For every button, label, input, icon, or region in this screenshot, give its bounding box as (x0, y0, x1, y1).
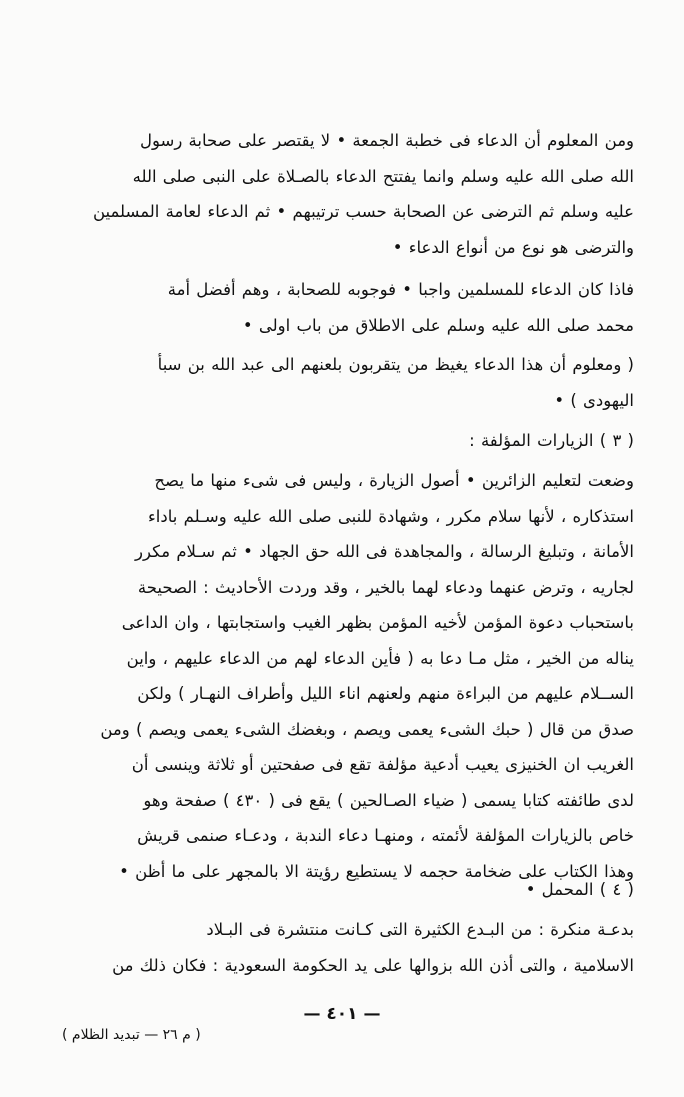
paragraph-dua-obligation (58, 272, 634, 343)
text-line: محمد صلى الله عليه وسلم على الاطلاق من باب اولى • (242, 315, 634, 335)
signature-mark: ( م ٢٦ — تبديد الظلام ) (62, 1027, 201, 1043)
text-line: عليه وسلم ثم الترضى عن الصحابة حسب ترتيبهم • ثم الدعاء لعامة المسلمين (92, 202, 634, 221)
text-line: ( ومعلوم أن هذا الدعاء يغيظ من يتقربون بلعنهم الى عبد الله بن سبأ (157, 355, 634, 374)
text-line: وهذا الكتاب على ضخامة حجمه لا يستطيع رؤيتة الا بالمجهر على ما أظن • (119, 861, 634, 881)
text-line: يناله من الخير ، مثل مـا دعا به ( فأين الدعاء لهم من الدعاء عليهم ، واين (126, 648, 634, 668)
text-line: الســلام عليهم من البراءة منهم ولعنهم اناء الليل وأطراف النهـار ) ولكن (137, 684, 634, 703)
paragraph-note (58, 347, 634, 418)
text-line: لدى طائفته كتابا يسمى ( ضياء الصـالحين ) يقع فى ( ٤٣٠ ) صفحة وهو (143, 790, 634, 810)
text-line: صدق من قال ( حبك الشىء يعمى ويصم ، وبغضك الشىء يعمى ويصم ) ومن (100, 719, 634, 739)
text-line: استذكاره ، لأنها سلام مكرر ، وشهادة للنبى صلى الله عليه وسـلم باداء (148, 506, 634, 526)
text-line: الاسلامية ، والتى أذن الله بزوالها على يد الحكومة السعودية : فكان ذلك من (112, 955, 634, 975)
text-line: خاص بالزيارات المؤلفة لأئمته ، ومنهـا دعاء الندبة ، ودعـاء صنمى قريش (137, 826, 634, 845)
text-line: وضعت لتعليم الزائرين • أصول الزيارة ، وليس فى شىء منها ما يصح (154, 471, 634, 490)
text-line: والترضى هو نوع من أنواع الدعاء • (392, 237, 634, 257)
paragraph-ziyarat (58, 463, 634, 889)
text-line: فاذا كان الدعاء للمسلمين واجبا • فوجوبه للصحابة ، وهم أفضل أمة (167, 280, 634, 299)
text-line: اليهودى ) • (554, 390, 634, 410)
heading-text: ( ٤ ) المحمل • (525, 880, 634, 899)
text-line: باستحباب دعوة المؤمن لأخيه المؤمن بظهر الغيب واستجابتها ، وان الداعى (121, 613, 634, 632)
text-line: بدعـة منكرة : من البـدع الكثيرة التى كـانت منتشرة فى البـلاد (206, 920, 634, 939)
paragraph-mahmal (58, 912, 634, 983)
text-line: ومن المعلوم أن الدعاء فى خطبة الجمعة • لا يقتصر على صحابة رسول (140, 131, 634, 150)
text-line: لجاريه ، وترض عنهما ودعاء لهما بالخير ، وقد وردت الأحاديث : الصحيحة (137, 577, 634, 597)
text-line: الله صلى الله عليه وسلم وانما يفتتح الدعاء بالصـلاة على النبى صلى الله (132, 166, 634, 186)
heading-text: ( ٣ ) الزيارات المؤلفة : (469, 431, 634, 450)
text-line: الغريب ان الخنيزى يعيب أدعية مؤلفة تقع فى صفحتين أو ثلاثة وينسى أن (131, 755, 634, 774)
page-number: — ٤٠١ — (303, 1004, 381, 1024)
paragraph-friday-sermon (58, 123, 634, 265)
text-line: الأمانة ، وتبليغ الرسالة ، والمجاهدة فى الله حق الجهاد • ثم سـلام مكرر (135, 542, 634, 561)
section-heading-mahmal (58, 872, 634, 908)
section-heading-ziyarat (58, 423, 634, 459)
